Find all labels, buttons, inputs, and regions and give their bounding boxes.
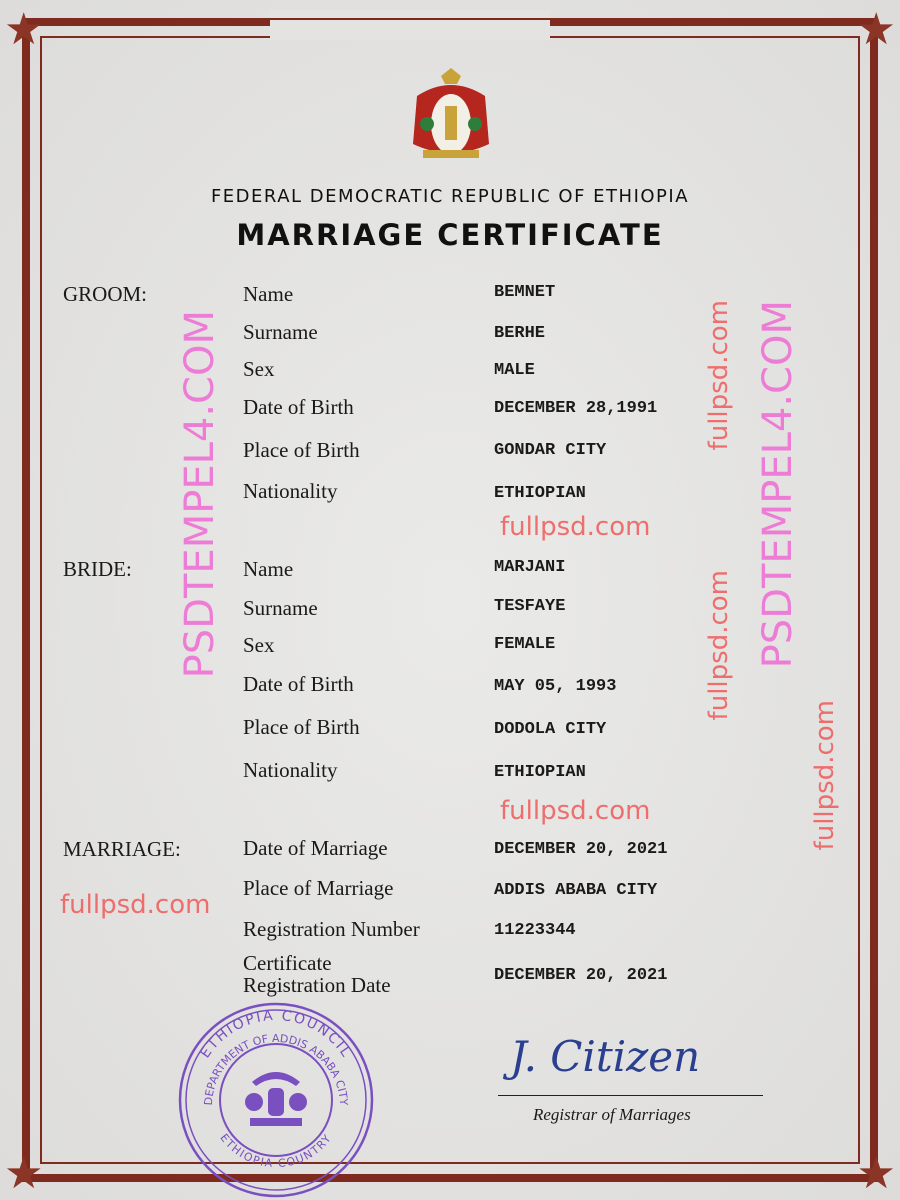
groom-nationality-label: Nationality [243,479,338,503]
groom-sex-label: Sex [243,357,275,381]
groom-pob-value: GONDAR CITY [494,441,607,460]
stamp-outer-text: ETHIOPIA COUNCIL [197,1007,355,1062]
marriage-date-value: DECEMBER 20, 2021 [494,840,668,859]
groom-name-label: Name [243,282,294,306]
bride-nationality-label: Nationality [243,758,338,782]
registration-number-value: 11223344 [494,921,576,940]
star-icon: ★ [4,5,44,54]
bride-name-label: Name [243,557,294,581]
groom-dob-value: DECEMBER 28,1991 [494,399,658,418]
star-icon: ★ [4,1149,44,1198]
bride-nationality-value: ETHIOPIAN [494,763,586,782]
registrar-signature: J. Citizen [510,1032,701,1081]
bride-section-label: BRIDE: [63,557,132,581]
star-icon: ★ [856,1149,896,1198]
bride-pob-value: DODOLA CITY [494,720,607,739]
stamp-bottom-text: ETHIOPIA COUNTRY [217,1131,335,1171]
groom-dob-label: Date of Birth [243,395,354,419]
groom-name-value: BEMNET [494,283,556,302]
watermark: fullpsd.com [810,700,840,851]
watermark: fullpsd.com [500,796,651,826]
bride-dob-label: Date of Birth [243,672,354,696]
bride-surname-label: Surname [243,596,318,620]
groom-pob-label: Place of Birth [243,438,360,462]
certificate-date-label-2: Registration Date [243,973,391,997]
border-gap-top [270,10,550,40]
marriage-place-label: Place of Marriage [243,876,394,900]
watermark: fullpsd.com [704,570,734,721]
groom-sex-value: MALE [494,361,535,380]
watermark: fullpsd.com [500,512,651,542]
groom-nationality-value: ETHIOPIAN [494,484,586,503]
official-stamp [172,1002,380,1198]
bride-surname-value: TESFAYE [494,597,566,616]
groom-surname-value: BERHE [494,324,546,343]
watermark: fullpsd.com [704,300,734,451]
watermark: PSDTEMPEL4.COM [177,310,223,679]
stamp-inner-text: DEPARTMENT OF ADDIS ABABA CITY [201,1031,351,1106]
marriage-place-value: ADDIS ABABA CITY [494,881,658,900]
country-heading: FEDERAL DEMOCRATIC REPUBLIC OF ETHIOPIA [210,186,690,207]
certificate-title: MARRIAGE CERTIFICATE [236,218,664,252]
certificate-date-label-1: Certificate [243,951,332,975]
watermark: fullpsd.com [60,890,211,920]
bride-pob-label: Place of Birth [243,715,360,739]
bride-name-value: MARJANI [494,558,566,577]
bride-sex-value: FEMALE [494,635,556,654]
border-top-thin [270,18,550,20]
marriage-date-label: Date of Marriage [243,836,388,860]
groom-section-label: GROOM: [63,282,148,306]
marriage-section-label: MARRIAGE: [63,837,181,861]
registrar-title: Registrar of Marriages [533,1105,691,1124]
bride-dob-value: MAY 05, 1993 [494,677,617,696]
watermark: PSDTEMPEL4.COM [755,300,801,669]
signature-line [498,1095,763,1096]
star-icon: ★ [856,5,896,54]
certificate-date-value: DECEMBER 20, 2021 [494,966,668,985]
registration-number-label: Registration Number [243,917,420,941]
groom-surname-label: Surname [243,320,318,344]
bride-sex-label: Sex [243,633,275,657]
coat-of-arms-icon [403,66,499,164]
